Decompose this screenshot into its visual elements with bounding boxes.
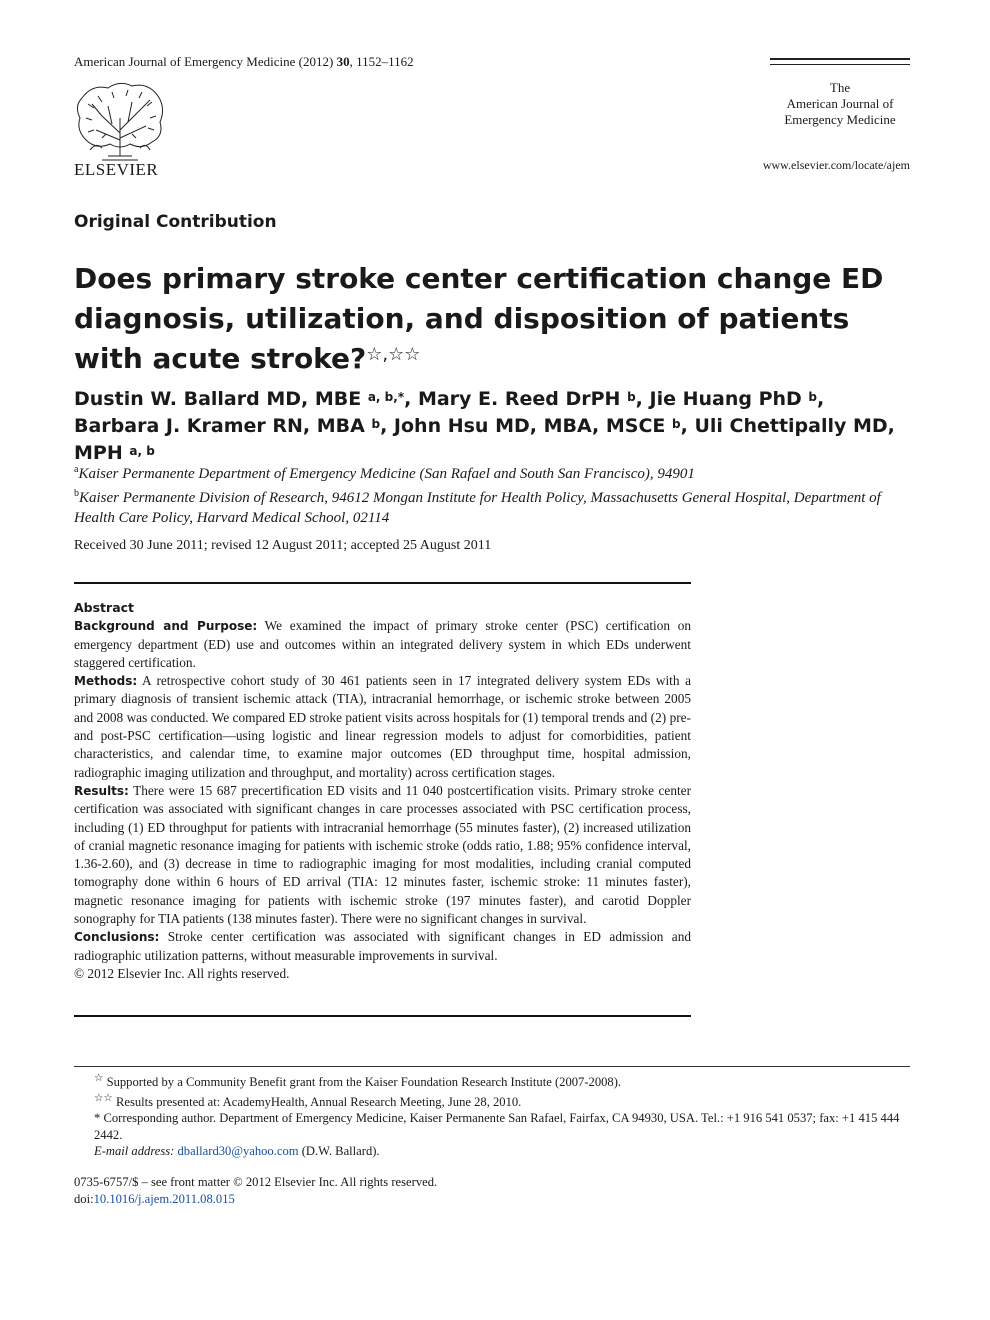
doi-label: doi:	[74, 1192, 94, 1206]
article-title-text: Does primary stroke center certification change ED diagnosis, utilization, and disposition of patients with acute stroke?	[74, 262, 884, 375]
footnote-text: Supported by a Community Benefit grant from the Kaiser Foundation Research Institute (2007-2008).	[106, 1075, 622, 1090]
footnote-funding	[74, 1071, 910, 1091]
author-separator: ,	[635, 388, 650, 410]
email-link[interactable]: dballard30@yahoo.com	[177, 1144, 299, 1159]
author-affiliation-mark: b	[808, 390, 818, 404]
abstract-methods-label: Methods:	[74, 674, 138, 689]
title-footnote-marks[interactable]: ☆,☆☆	[366, 344, 421, 365]
footnote-mark: *	[94, 1111, 101, 1126]
journal-reference	[74, 54, 414, 70]
footnote-rule	[74, 1066, 910, 1067]
abstract-methods	[74, 672, 691, 782]
journal-logo-line3: Emergency Medicine	[784, 112, 896, 127]
email-label: E-mail address:	[94, 1144, 175, 1159]
abstract-conclusions-label: Conclusions:	[74, 930, 160, 945]
article-title	[74, 259, 894, 379]
author[interactable]	[74, 415, 394, 437]
footnote-text: Results presented at: AcademyHealth, Annual Research Meeting, June 28, 2010.	[115, 1094, 522, 1109]
journal-logo-line1: The	[829, 80, 851, 95]
author[interactable]	[650, 388, 825, 410]
abstract-bottom-rule	[74, 1015, 691, 1017]
abstract-results-label: Results:	[74, 783, 129, 798]
abstract-methods-text: A retrospective cohort study of 30 461 patients seen in 17 integrated delivery system EDs with a primary diagnosis of transient ischemic attack (TIA), intracranial hemorrhage, or ischemic stroke between 2005 and 2008 was conducted. We compared ED stroke patient visits across hospitals for (1) temporal trends and (2) pre- and post-PSC certification—using logistic and linear regression models to adjust for comorbidities, patient characteristics, and calendar time, to examine major outcomes (ED throughput time, hospital admission, radiographic imaging utilization and throughput, and mortality) across certification stages.	[74, 673, 691, 780]
email-owner: (D.W. Ballard).	[298, 1144, 380, 1159]
author-separator: ,	[380, 415, 394, 437]
abstract-background-label: Background and Purpose:	[74, 619, 258, 634]
abstract-conclusions-text: Stroke center certification was associated with significant changes in ED admission and radiographic utilization patterns, without measurable improvements in survival.	[74, 929, 691, 963]
affiliation-text: Kaiser Permanente Department of Emergency Medicine (San Rafael and South San Francisco), 94901	[78, 466, 695, 482]
footnote-presentation	[74, 1091, 910, 1111]
journal-url[interactable]: www.elsevier.com/locate/ajem	[762, 158, 910, 172]
publisher-logo-text: ELSEVIER	[74, 160, 159, 179]
footnote-text: Corresponding author. Department of Emergency Medicine, Kaiser Permanente San Rafael, Fairfax, CA 94930, USA. Tel.: +1 916 541 0537; fax: +1 415 444 2442.	[94, 1111, 900, 1142]
affiliation-a	[74, 460, 904, 484]
author-affiliation-mark: a, b,	[367, 390, 398, 404]
author-list	[74, 386, 934, 467]
journal-logo-rule-thin	[770, 64, 910, 65]
abstract	[74, 599, 691, 983]
doi-line	[74, 1191, 437, 1208]
issn-line: 0735-6757/$ – see front matter © 2012 Elsevier Inc. All rights reserved.	[74, 1175, 438, 1189]
corresponding-author-mark: *	[397, 390, 405, 404]
affiliation-b	[74, 484, 904, 528]
journal-pages: , 1152–1162	[349, 54, 414, 69]
article-section-label: Original Contribution	[74, 212, 277, 232]
author-name: Mary E. Reed DrPH	[417, 388, 621, 410]
author-separator: ,	[404, 388, 418, 410]
article-dates: Received 30 June 2011; revised 12 August 2011; accepted 25 August 2011	[74, 538, 492, 553]
author-separator: ,	[817, 388, 825, 410]
author[interactable]	[394, 415, 695, 437]
abstract-top-rule	[74, 582, 691, 584]
doi-link[interactable]: 10.1016/j.ajem.2011.08.015	[93, 1192, 235, 1206]
journal-logo-rule	[770, 58, 910, 60]
author-affiliation-mark: b	[672, 417, 681, 431]
author-name: John Hsu MD, MBA, MSCE	[393, 415, 666, 437]
author-affiliation-mark: b	[627, 390, 636, 404]
affiliation-text: Kaiser Permanente Division of Research, 94612 Mongan Institute for Health Policy, Massachusetts General Hospital, Department of Health Care Policy, Harvard Medical School, 02114	[74, 490, 881, 526]
author-name: Barbara J. Kramer RN, MBA	[74, 415, 365, 437]
journal-logo-line2: American Journal of	[786, 96, 894, 111]
author-name: Uli Chettipally MD, MPH	[74, 415, 895, 464]
abstract-results	[74, 782, 691, 928]
publication-info	[74, 1174, 437, 1208]
footnotes	[74, 1071, 910, 1160]
abstract-conclusions	[74, 928, 691, 965]
abstract-results-text: There were 15 687 precertification ED visits and 11 040 postcertification visits. Primary stroke center certification was associated with significant changes in care processes associated with PSC certification process, including (1) ED throughput for patients with intracranial hemorrhage (55 minutes faster), (2) increased utilization of cranial magnetic resonance imaging for patients with ischemic stroke (odds ratio, 1.88; 95% confidence interval, 1.36-2.60), and (3) decrease in time to radiographic imaging for most modalities, including cranial computed tomography done within 6 hours of ED arrival (TIA: 12 minutes faster, ischemic stroke: 11 minutes faster), magnetic resonance imaging for patients with ischemic stroke (197 minutes faster), and carotid Doppler sonography for TIA patients (138 minutes faster). There were no significant changes in survival.	[74, 782, 691, 927]
affiliations	[74, 460, 904, 528]
author-affiliation-mark: a, b	[129, 444, 155, 458]
footnote-mark: ☆	[94, 1073, 104, 1084]
author-affiliation-mark: b	[371, 417, 381, 431]
author-separator: ,	[680, 415, 695, 437]
author-name: Jie Huang PhD	[649, 388, 802, 410]
footnote-email	[74, 1143, 910, 1160]
author-name: Dustin W. Ballard MD, MBE	[74, 388, 362, 410]
author[interactable]	[74, 388, 418, 410]
journal-logo	[770, 80, 910, 128]
abstract-background	[74, 617, 691, 672]
affiliation-mark: b	[74, 488, 79, 499]
abstract-copyright: © 2012 Elsevier Inc. All rights reserved.	[74, 965, 290, 981]
footnote-mark: ☆☆	[94, 1092, 113, 1104]
affiliation-mark: a	[74, 464, 79, 475]
abstract-background-text: We examined the impact of primary stroke center (PSC) certification on emergency department (ED) use and outcomes within an integrated delivery system in which EDs underwent staggered certification.	[74, 618, 691, 670]
footnote-corresponding	[74, 1110, 910, 1143]
journal-name: American Journal of Emergency Medicine (2012)	[74, 54, 337, 69]
abstract-heading: Abstract	[74, 600, 135, 615]
journal-volume: 30	[336, 54, 350, 69]
author[interactable]	[418, 388, 650, 410]
